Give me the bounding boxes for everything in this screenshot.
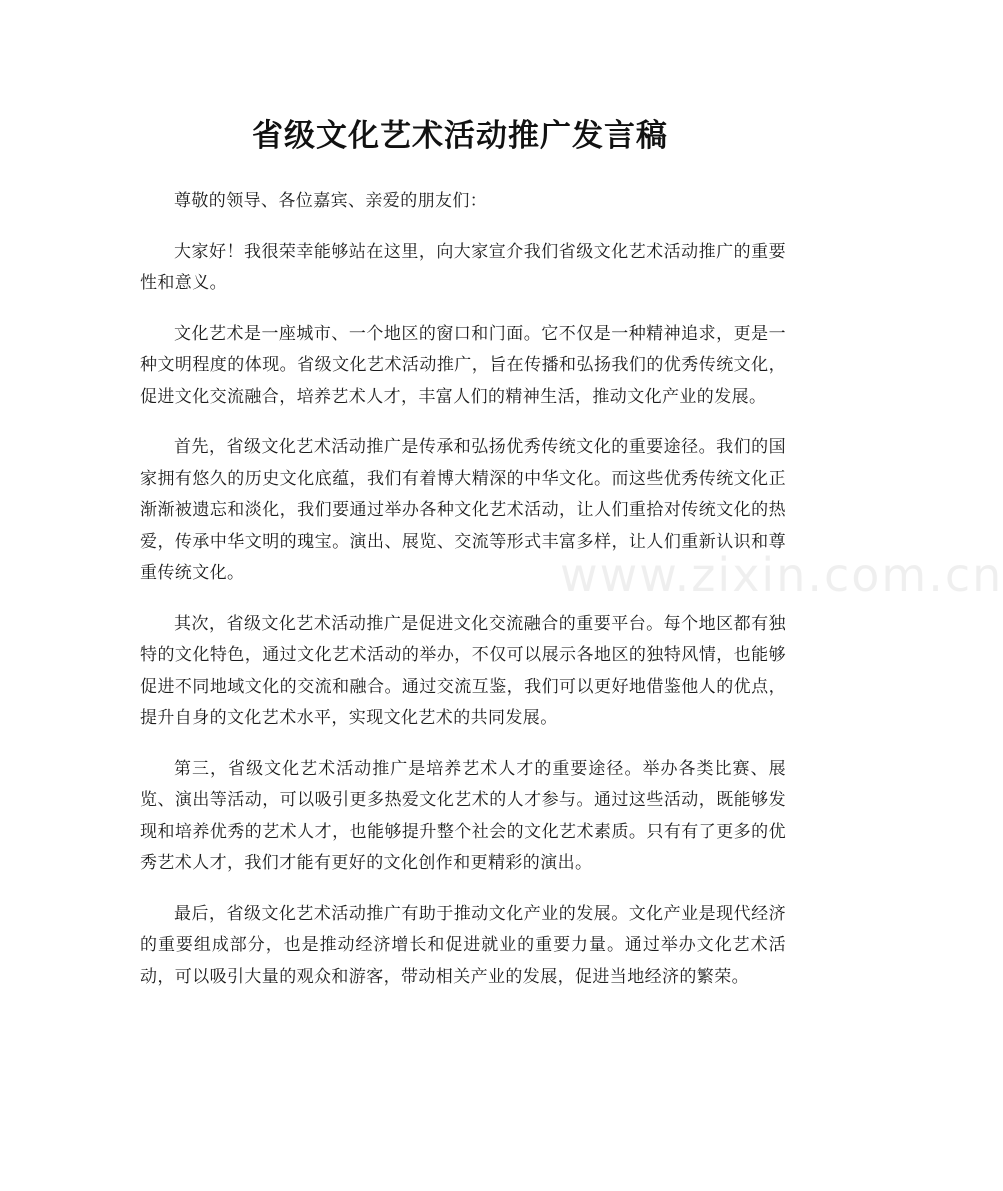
first-point-paragraph: 首先，省级文化艺术活动推广是传承和弘扬优秀传统文化的重要途径。我们的国家拥有悠久的历史文化底蕴，我们有着博大精深的中华文化。而这些优秀传统文化正渐渐被遗忘和淡化，我们要通过举办各种文化艺术活动，让人们重拾对传统文化的热爱，传承中华文明的瑰宝。演出、展览、交流等形式丰富多样，让人们重新认识和尊重传统文化。 — [140, 437, 786, 583]
third-point-paragraph: 第三，省级文化艺术活动推广是培养艺术人才的重要途径。举办各类比赛、展览、演出等活动，可以吸引更多热爱文化艺术的人才参与。通过这些活动，既能够发现和培养优秀的艺术人才，也能够提升整个社会的文化艺术素质。只有有了更多的优秀艺术人才，我们才能有更好的文化创作和更精彩的演出。 — [140, 758, 786, 873]
document-title: 省级文化艺术活动推广发言稿 — [252, 118, 668, 154]
final-point-paragraph: 最后，省级文化艺术活动推广有助于推动文化产业的发展。文化产业是现代经济的重要组成部分，也是推动经济增长和促进就业的重要力量。通过举办文化艺术活动，可以吸引大量的观众和游客，带动相关产业的发展，促进当地经济的繁荣。 — [140, 903, 786, 987]
second-point-paragraph: 其次，省级文化艺术活动推广是促进文化交流融合的重要平台。每个地区都有独特的文化特色，通过文化艺术活动的举办，不仅可以展示各地区的独特风情，也能够促进不同地域文化的交流和融合。通过交流互鉴，我们可以更好地借鉴他人的优点，提升自身的文化艺术水平，实现文化艺术的共同发展。 — [140, 613, 786, 728]
intro-paragraph: 文化艺术是一座城市、一个地区的窗口和门面。它不仅是一种精神追求，更是一种文明程度的体现。省级文化艺术活动推广，旨在传播和弘扬我们的优秀传统文化，促进文化交流融合，培养艺术人才，丰富人们的精神生活，推动文化产业的发展。 — [140, 323, 786, 407]
watermark: www.zixin.com.cn — [560, 548, 1003, 602]
salutation-paragraph: 尊敬的领导、各位嘉宾、亲爱的朋友们： — [174, 191, 488, 211]
greeting-paragraph: 大家好！我很荣幸能够站在这里，向大家宣介我们省级文化艺术活动推广的重要性和意义。 — [140, 241, 786, 293]
document-body — [140, 186, 786, 1012]
